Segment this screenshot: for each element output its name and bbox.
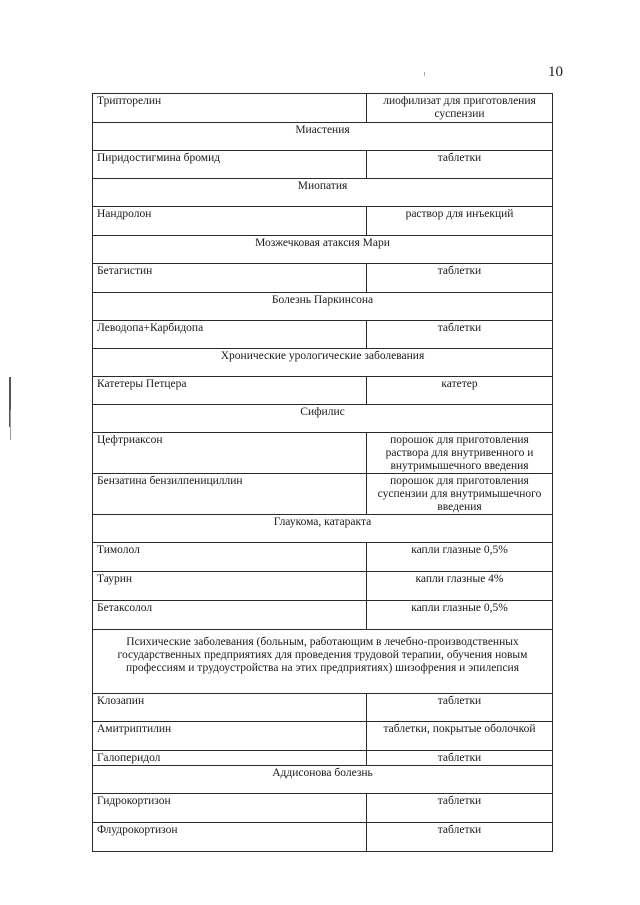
table-row <box>93 151 553 179</box>
table-row <box>93 474 553 515</box>
drug-form: лиофилизат для приготовления суспензии <box>367 94 553 123</box>
section-title: Сифилис <box>93 405 553 433</box>
scan-artifact-mark <box>10 410 11 440</box>
drug-form: капли глазные 4% <box>367 572 553 601</box>
section-row <box>93 236 553 264</box>
table-row <box>93 601 553 630</box>
section-title: Мозжечковая атаксия Мари <box>93 236 553 264</box>
drug-form: таблетки, покрытые оболочкой <box>367 722 553 751</box>
drug-form: порошок для приготовления суспензии для внутримышечного введения <box>367 474 553 515</box>
drug-name: Пиридостигмина бромид <box>93 151 367 179</box>
drug-name: Бензатина бензилпенициллин <box>93 474 367 515</box>
section-row <box>93 123 553 151</box>
section-title: Хронические урологические заболевания <box>93 349 553 377</box>
drug-name: Бетаксолол <box>93 601 367 630</box>
section-row <box>93 405 553 433</box>
drug-form: таблетки <box>367 264 553 293</box>
drug-form: капли глазные 0,5% <box>367 601 553 630</box>
section-row <box>93 293 553 321</box>
drug-name: Трипторелин <box>93 94 367 123</box>
section-title: Миастения <box>93 123 553 151</box>
section-title: Болезнь Паркинсона <box>93 293 553 321</box>
drug-form: раствор для инъекций <box>367 207 553 236</box>
section-row <box>93 630 553 694</box>
drug-name: Таурин <box>93 572 367 601</box>
table-row <box>93 433 553 474</box>
drug-name: Галоперидол <box>93 751 367 766</box>
drug-name: Клозапин <box>93 694 367 722</box>
table-row <box>93 207 553 236</box>
drug-name: Бетагистин <box>93 264 367 293</box>
section-title: Аддисонова болезнь <box>93 766 553 794</box>
table-row <box>93 264 553 293</box>
drug-form: таблетки <box>367 823 553 852</box>
drug-name: Тимолол <box>93 543 367 572</box>
section-title: Психические заболевания (больным, работающим в лечебно-производственных государственных предприятиях для проведения трудовой терапии, обучения новым профессиям и трудоустройства на этих предприятиях) шизофрения и эпилепсия <box>93 630 553 694</box>
table-row <box>93 543 553 572</box>
drug-form: таблетки <box>367 151 553 179</box>
table-row <box>93 321 553 349</box>
table-row <box>93 823 553 852</box>
section-row <box>93 766 553 794</box>
page-number: 10 <box>548 64 563 80</box>
table-row <box>93 722 553 751</box>
table-row <box>93 794 553 823</box>
table-row <box>93 572 553 601</box>
section-row <box>93 349 553 377</box>
drug-name: Катетеры Петцера <box>93 377 367 405</box>
table-row <box>93 694 553 722</box>
section-row <box>93 515 553 543</box>
drug-name: Леводопа+Карбидопа <box>93 321 367 349</box>
drug-form: таблетки <box>367 751 553 766</box>
drug-name: Гидрокортизон <box>93 794 367 823</box>
medication-table <box>92 93 553 852</box>
drug-form: порошок для приготовления раствора для внутривенного и внутримышечного введения <box>367 433 553 474</box>
drug-name: Флудрокортизон <box>93 823 367 852</box>
table-row <box>93 94 553 123</box>
section-title: Миопатия <box>93 179 553 207</box>
drug-form: катетер <box>367 377 553 405</box>
drug-name: Нандролон <box>93 207 367 236</box>
drug-form: капли глазные 0,5% <box>367 543 553 572</box>
table-row <box>93 751 553 766</box>
drug-form: таблетки <box>367 321 553 349</box>
section-row <box>93 179 553 207</box>
table-row <box>93 377 553 405</box>
scan-artifact-dot <box>424 72 425 76</box>
drug-name: Амитриптилин <box>93 722 367 751</box>
drug-form: таблетки <box>367 694 553 722</box>
drug-name: Цефтриаксон <box>93 433 367 474</box>
section-title: Глаукома, катаракта <box>93 515 553 543</box>
drug-form: таблетки <box>367 794 553 823</box>
